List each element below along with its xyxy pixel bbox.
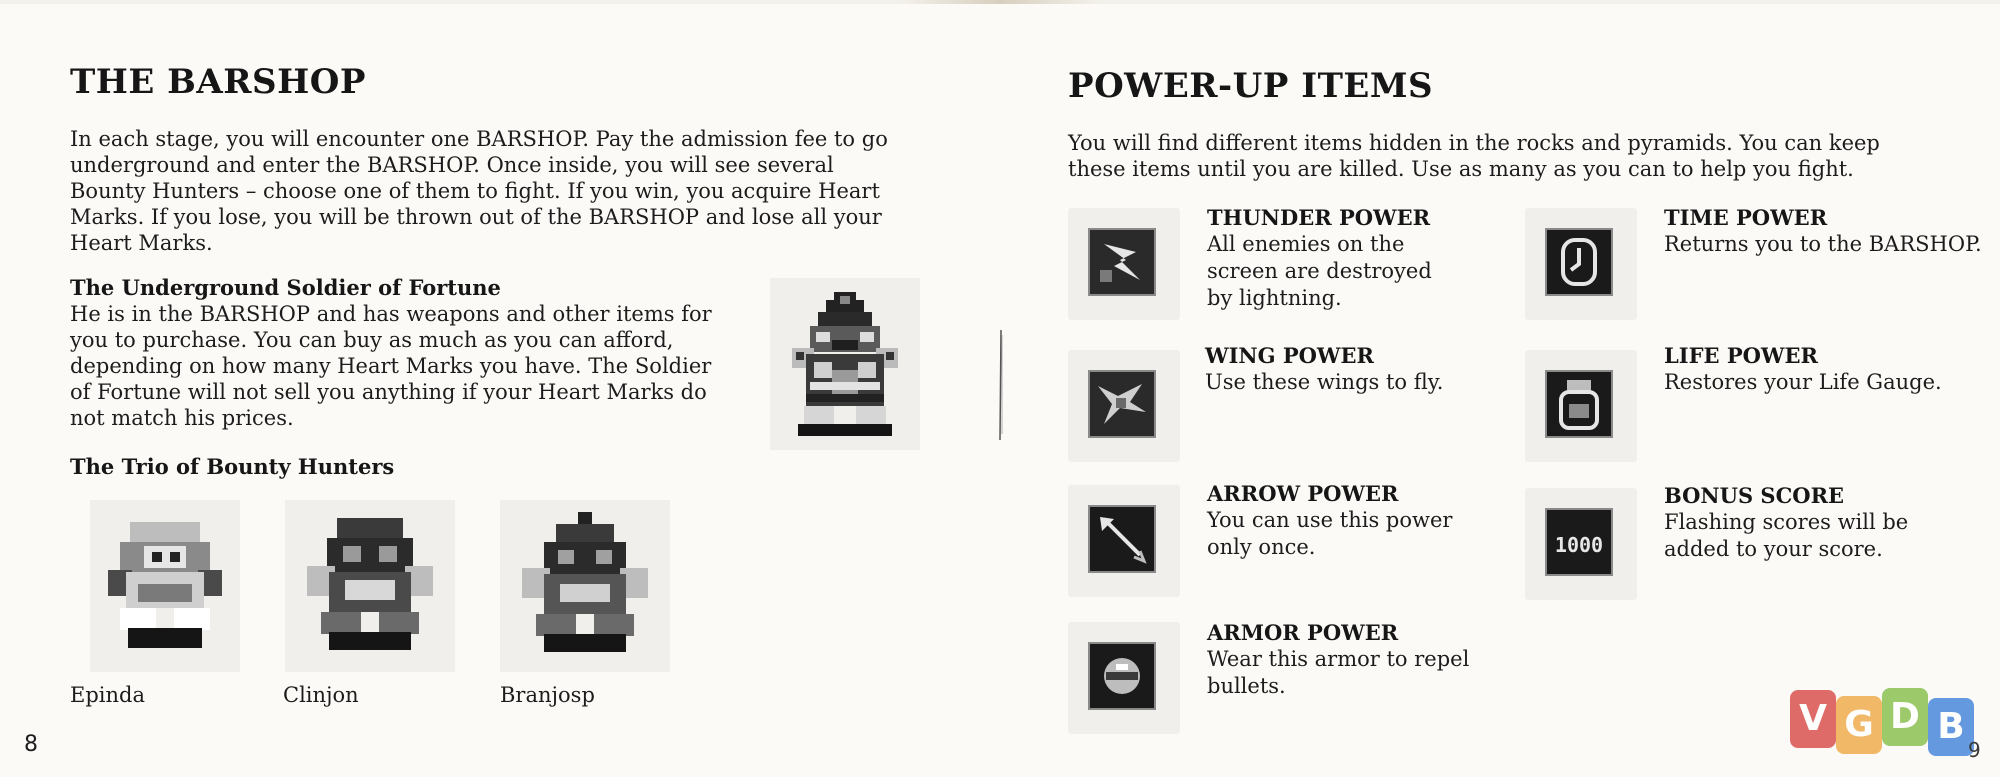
description-line: Wear this armor to repel — [1207, 647, 1470, 671]
description-line: Restores your Life Gauge. — [1664, 370, 1942, 394]
hunter-name-branjosp: Branjosp — [500, 683, 595, 707]
soldier-line: of Fortune will not sell you anything if your Heart Marks do — [70, 380, 707, 404]
soldier-line: you to purchase. You can buy as much as you can afford, — [70, 328, 674, 352]
time-power-icon-box — [1525, 208, 1637, 320]
life-power-name: LIFE POWER — [1664, 343, 1818, 368]
wing-power-description — [1205, 369, 1443, 396]
wing-power-icon-box — [1068, 350, 1180, 462]
bonus-1000-icon — [1545, 508, 1613, 576]
description-line: bullets. — [1207, 674, 1286, 698]
soldier-line: He is in the BARSHOP and has weapons and other items for — [70, 302, 712, 326]
armor-icon — [1088, 642, 1156, 710]
arrow-icon — [1088, 505, 1156, 573]
armor-power-name: ARMOR POWER — [1207, 620, 1399, 645]
intro-line: Marks. If you lose, you will be thrown out of the BARSHOP and lose all your — [70, 205, 882, 229]
description-line: Flashing scores will be — [1664, 510, 1909, 534]
wing-icon — [1088, 370, 1156, 438]
potion-icon — [1545, 370, 1613, 438]
clock-icon — [1545, 228, 1613, 296]
time-power-description — [1664, 231, 1982, 258]
hunter-sprite-clinjon — [285, 500, 455, 672]
intro-line: underground and enter the BARSHOP. Once inside, you will see several — [70, 153, 834, 177]
intro-line: In each stage, you will encounter one BARSHOP. Pay the admission fee to go — [70, 127, 888, 151]
description-line: only once. — [1207, 535, 1316, 559]
wing-power-name: WING POWER — [1205, 343, 1374, 368]
intro-line: Heart Marks. — [70, 231, 213, 255]
intro-line: You will find different items hidden in the rocks and pyramids. You can keep — [1068, 131, 1880, 155]
soldier-heading: The Underground Soldier of Fortune — [70, 275, 501, 300]
bonus-score-icon-box — [1525, 488, 1637, 600]
armor-power-icon-box — [1068, 622, 1180, 734]
arrow-power-icon-box — [1068, 485, 1180, 597]
power-up-intro — [1068, 130, 1880, 182]
soldier-description — [70, 301, 712, 431]
bonus-icon-text: 1000 — [1554, 533, 1604, 557]
barshop-title: THE BARSHOP — [70, 62, 366, 102]
thunder-power-name: THUNDER POWER — [1207, 205, 1431, 230]
thunder-power-icon-box — [1068, 208, 1180, 320]
right-page — [1000, 0, 2000, 777]
vgdb-watermark — [1790, 690, 1990, 754]
page-number-left: 8 — [24, 732, 38, 757]
description-line: screen are destroyed — [1207, 259, 1432, 283]
watermark-letter: G — [1836, 696, 1882, 754]
intro-line: Bounty Hunters – choose one of them to fight. If you win, you acquire Heart — [70, 179, 880, 203]
description-line: You can use this power — [1207, 508, 1453, 532]
life-power-description — [1664, 369, 1942, 396]
page-number-right: 9 — [1968, 738, 1981, 762]
trio-heading: The Trio of Bounty Hunters — [70, 454, 395, 479]
hunter-name-epinda: Epinda — [70, 683, 145, 707]
hunter-sprite-branjosp — [500, 500, 670, 672]
description-line: Use these wings to fly. — [1205, 370, 1444, 394]
arrow-power-description — [1207, 507, 1452, 561]
description-line: All enemies on the — [1207, 232, 1405, 256]
description-line: by lightning. — [1207, 286, 1342, 310]
soldier-of-fortune-sprite — [770, 278, 920, 450]
description-line: Returns you to the BARSHOP. — [1664, 232, 1982, 256]
thunder-power-description — [1207, 231, 1432, 312]
hunter-name-clinjon: Clinjon — [283, 683, 359, 707]
thunder-icon — [1088, 228, 1156, 296]
watermark-letter: V — [1790, 690, 1836, 748]
bonus-score-description — [1664, 509, 1908, 563]
time-power-name: TIME POWER — [1664, 205, 1828, 230]
hunter-sprite-epinda — [90, 500, 240, 672]
bonus-score-name: BONUS SCORE — [1664, 483, 1845, 508]
description-line: added to your score. — [1664, 537, 1883, 561]
power-up-title: POWER-UP ITEMS — [1068, 66, 1434, 106]
watermark-letter: B — [1928, 698, 1974, 756]
soldier-line: not match his prices. — [70, 406, 294, 430]
soldier-line: depending on how many Heart Marks you have. The Soldier — [70, 354, 712, 378]
barshop-intro — [70, 126, 888, 256]
arrow-power-name: ARROW POWER — [1207, 481, 1399, 506]
life-power-icon-box — [1525, 350, 1637, 462]
intro-line: these items until you are killed. Use as many as you can to help you fight. — [1068, 157, 1854, 181]
armor-power-description — [1207, 646, 1469, 700]
watermark-letter: D — [1882, 688, 1928, 746]
